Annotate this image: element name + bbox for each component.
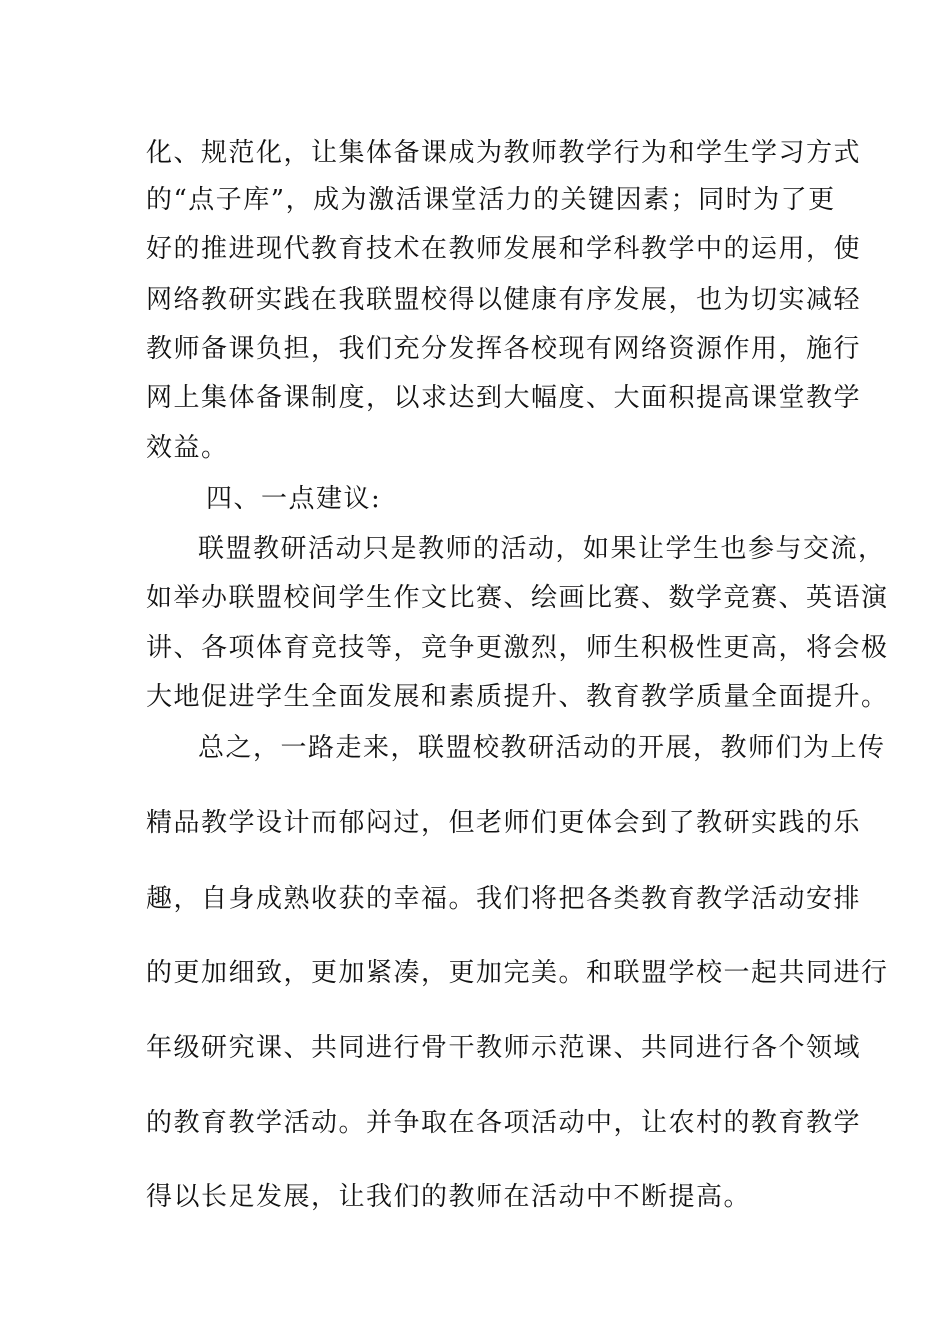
paragraph-1-line-3: 好的推进现代教育技术在教师发展和学科教学中的运用，使	[146, 234, 862, 264]
paragraph-3-line-7: 得以长足发展，让我们的教师在活动中不断提高。	[146, 1182, 752, 1212]
paragraph-1-line-5: 教师备课负担，我们充分发挥各校现有网络资源作用，施行	[146, 334, 862, 364]
paragraph-1-line-6: 网上集体备课制度，以求达到大幅度、大面积提高课堂教学	[146, 383, 862, 413]
paragraph-2-line-2: 如举办联盟校间学生作文比赛、绘画比赛、数学竞赛、英语演	[146, 583, 889, 613]
section-heading: 四、一点建议:	[206, 484, 382, 514]
paragraph-2-line-4: 大地促进学生全面发展和素质提升、教育教学质量全面提升。	[146, 682, 889, 712]
paragraph-1-line-1: 化、规范化，让集体备课成为教师教学行为和学生学习方式	[146, 138, 862, 168]
paragraph-1-line-7: 效益。	[146, 433, 229, 463]
paragraph-2-line-1: 联盟教研活动只是教师的活动，如果让学生也参与交流，	[198, 534, 886, 564]
paragraph-2-line-3: 讲、各项体育竞技等，竞争更激烈，师生积极性更高，将会极	[146, 633, 889, 663]
paragraph-1-line-2: 的“点子库”，成为激活课堂活力的关键因素；同时为了更	[146, 185, 836, 215]
paragraph-1-line-4: 网络教研实践在我联盟校得以健康有序发展，也为切实减轻	[146, 285, 862, 315]
paragraph-3-line-6: 的教育教学活动。并争取在各项活动中，让农村的教育教学	[146, 1108, 862, 1138]
paragraph-3-line-4: 的更加细致，更加紧凑，更加完美。和联盟学校一起共同进行	[146, 958, 889, 988]
paragraph-3-line-1: 总之，一路走来，联盟校教研活动的开展，教师们为上传	[198, 733, 886, 763]
paragraph-3-line-3: 趣，自身成熟收获的幸福。我们将把各类教育教学活动安排	[146, 884, 862, 914]
paragraph-3-line-5: 年级研究课、共同进行骨干教师示范课、共同进行各个领域	[146, 1033, 862, 1063]
paragraph-3-line-2: 精品教学设计而郁闷过，但老师们更体会到了教研实践的乐	[146, 808, 862, 838]
